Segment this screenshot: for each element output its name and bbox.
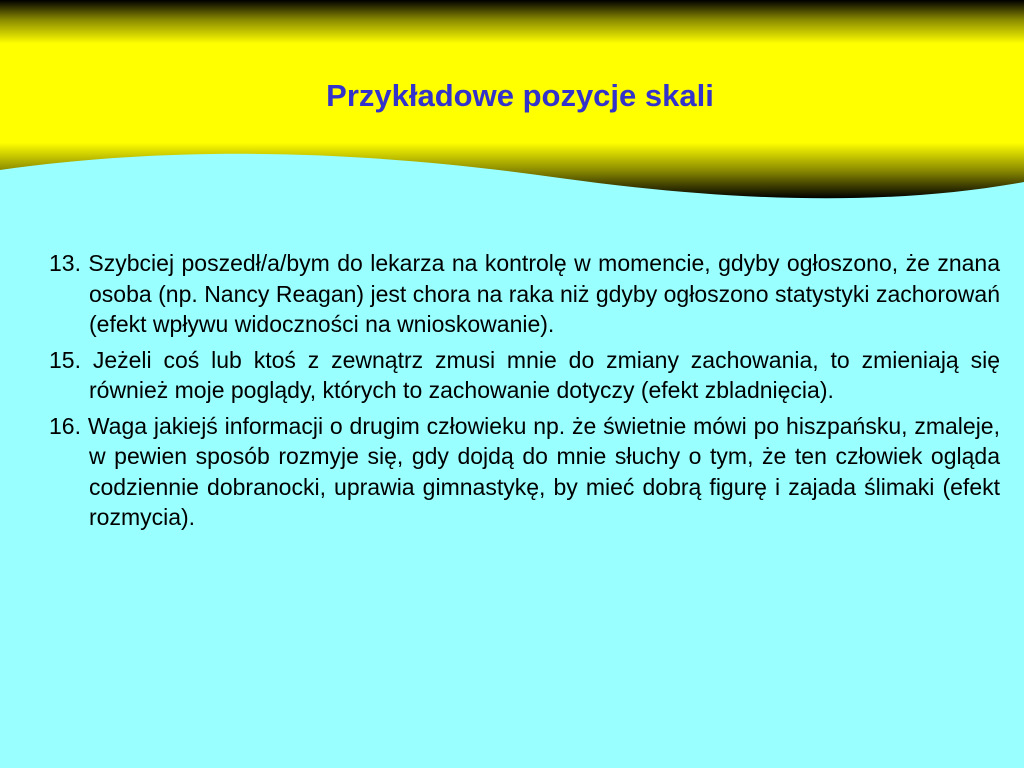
scale-item-16: 16. Waga jakiejś informacji o drugim człowieku np. że świetnie mówi po hiszpańsku, zmaleje, w pewien sposób rozmyje się, gdy dojdą do mnie słuchy o tym, że ten człowiek ogląda codziennie dobranocki, uprawia gimnastykę, by mieć dobrą figurę i zajada ślimaki (efekt rozmycia). (49, 412, 1000, 530)
scale-items-list (49, 248, 1000, 538)
scale-item-15: 15. Jeżeli coś lub ktoś z zewnątrz zmusi mnie do zmiany zachowania, to zmieniają się również moje poglądy, których to zachowanie dotyczy (efekt zbladnięcia). (49, 346, 1000, 403)
scale-item-13: 13. Szybciej poszedł/a/bym do lekarza na kontrolę w momencie, gdyby ogłoszono, że znana osoba (np. Nancy Reagan) jest chora na raka niż gdyby ogłoszono statystyki zachorowań (efekt wpływu widoczności na wnioskowanie). (49, 250, 1000, 337)
slide-title: Przykładowe pozycje skali (326, 78, 714, 113)
